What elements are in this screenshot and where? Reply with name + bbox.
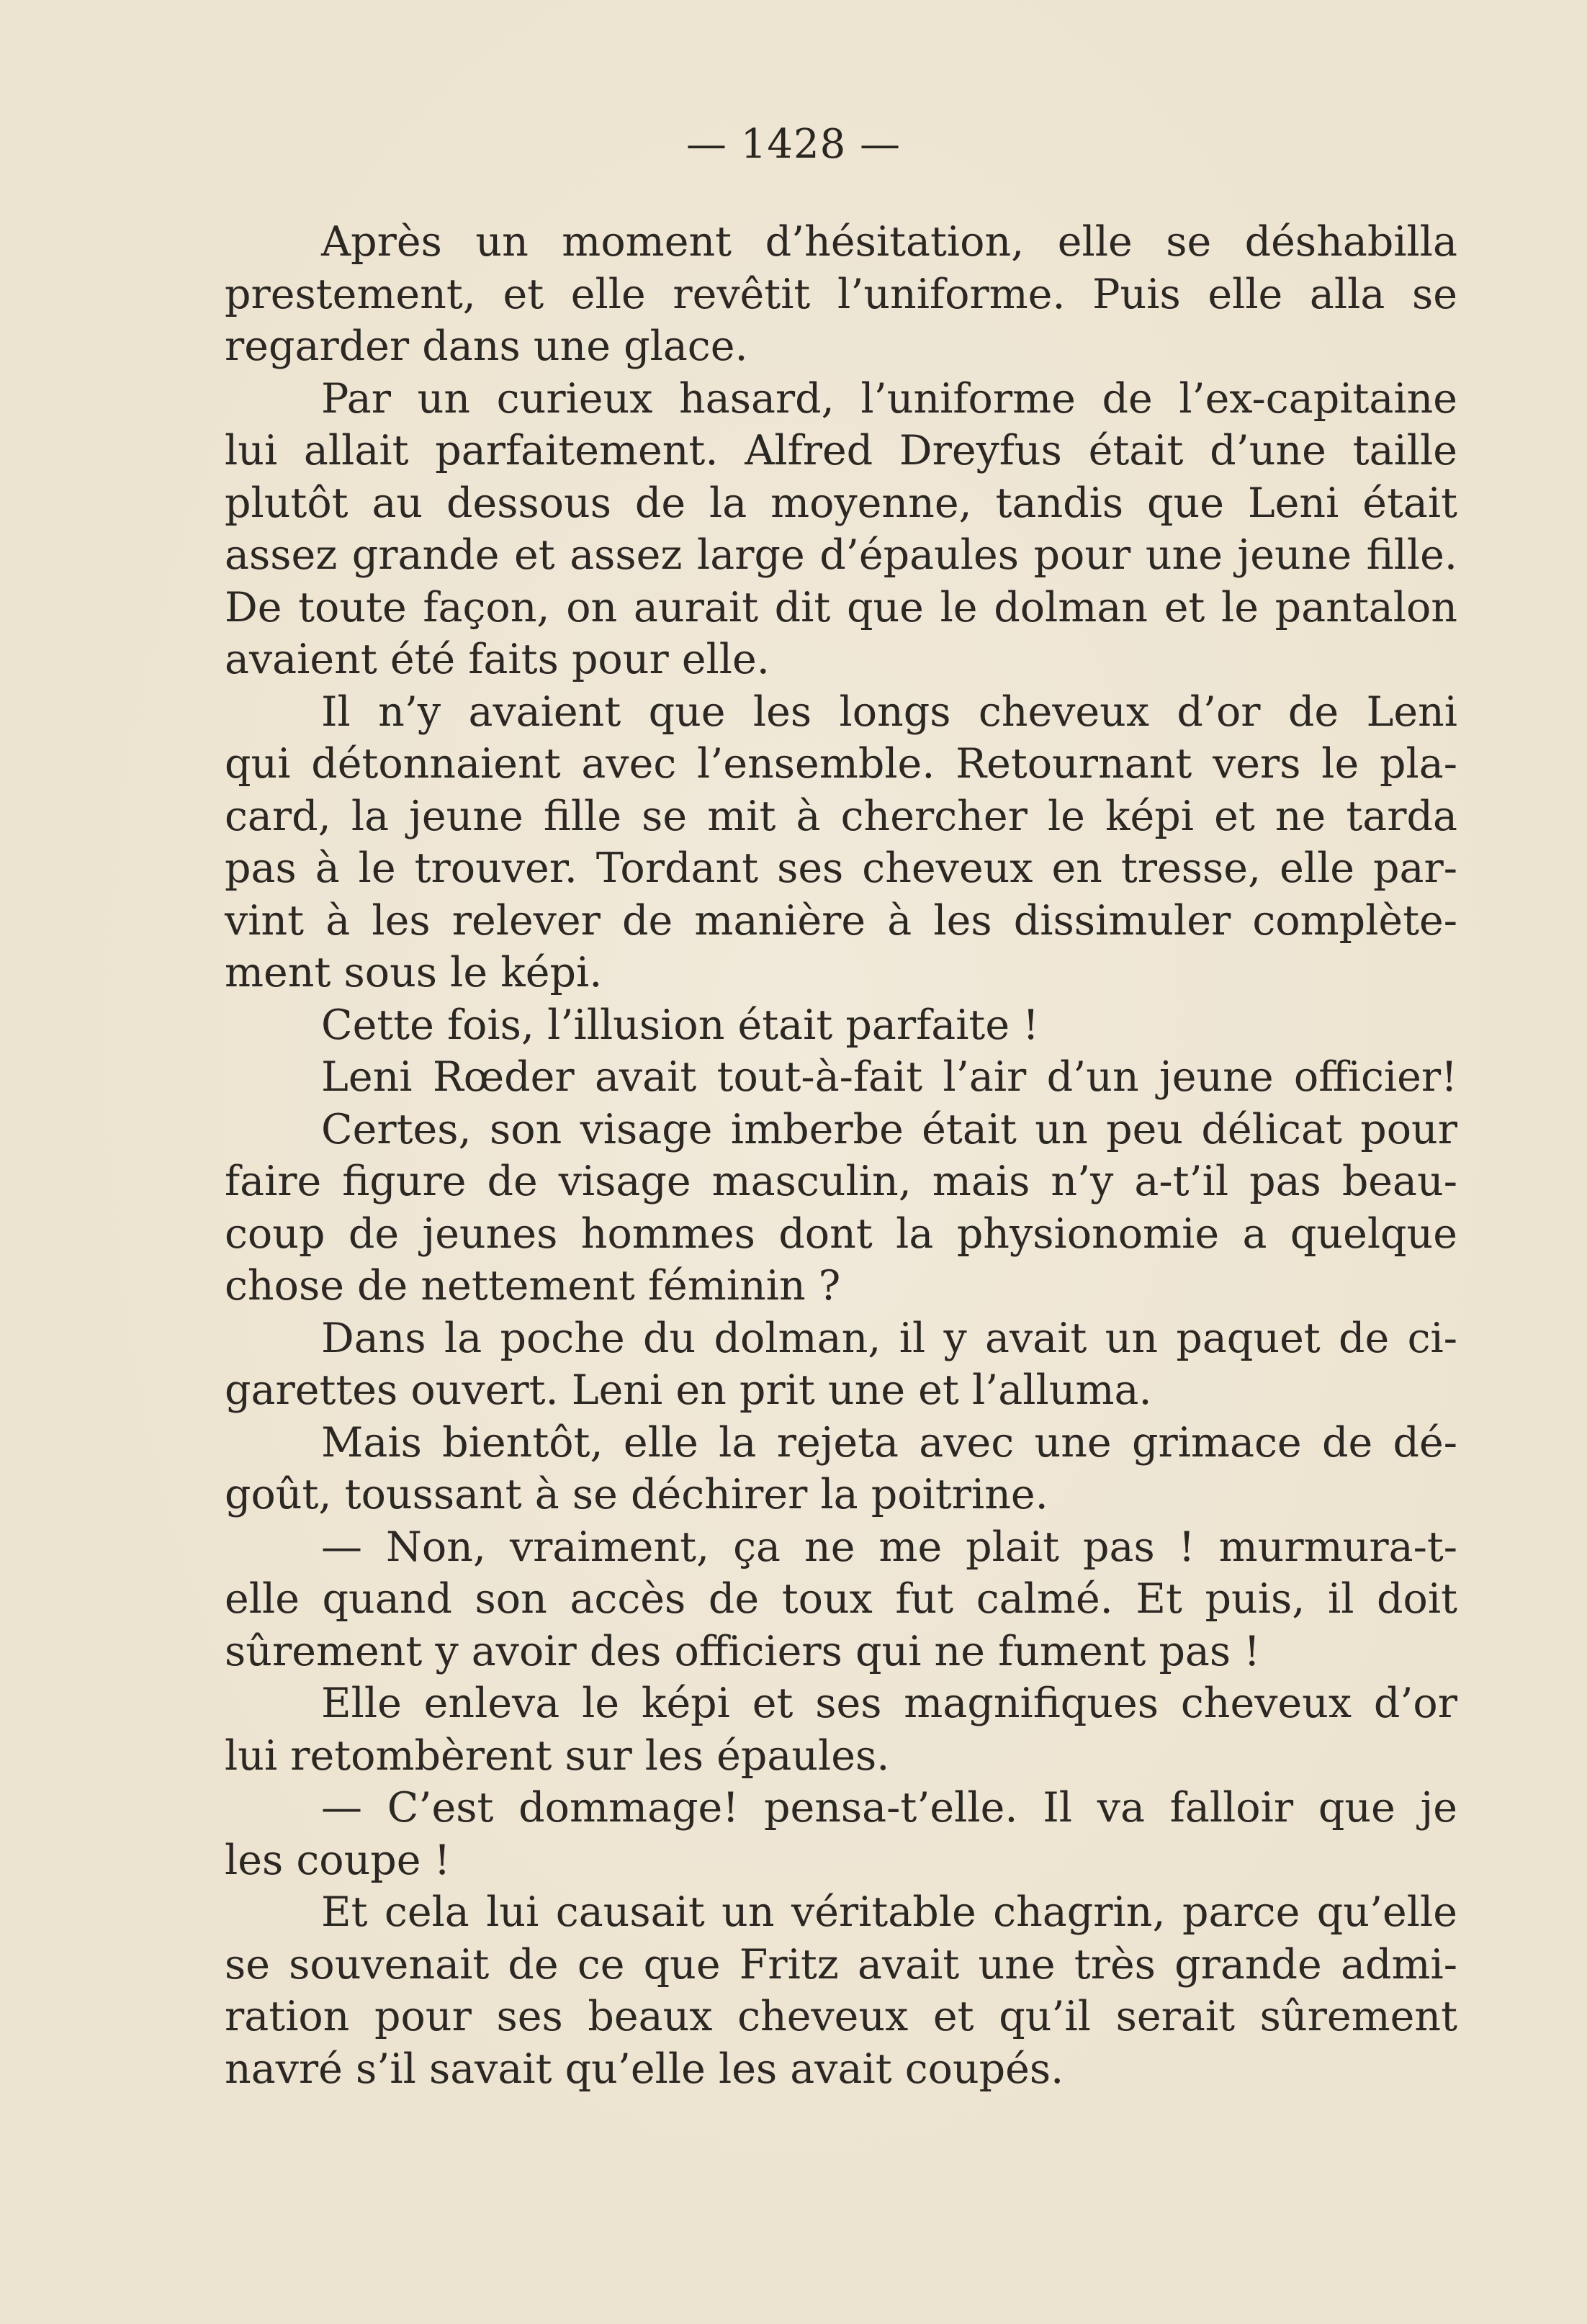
text-line: Elle enleva le képi et ses magnifiques cheveux d’or xyxy=(321,1680,1457,1727)
paragraph xyxy=(225,1886,1457,2095)
text-line: coup de jeunes hommes dont la physionomie a quelque xyxy=(225,1210,1457,1258)
text-line: Par un curieux hasard, l’uniforme de l’ex-capitaine xyxy=(321,374,1457,423)
text-line: ration pour ses beaux cheveux et qu’il serait sûrement xyxy=(225,1993,1457,2040)
page-number: — 1428 — xyxy=(685,121,902,168)
text-line: Il n’y avaient que les longs cheveux d’or de Leni xyxy=(321,688,1457,736)
paragraph xyxy=(225,1312,1457,1417)
paragraph xyxy=(225,1521,1457,1678)
paragraph xyxy=(225,999,1457,1052)
text-line: De toute façon, on aurait dit que le dolman et le pantalon xyxy=(225,583,1457,631)
paragraph xyxy=(225,686,1457,999)
text-line: goût, toussant à se déchirer la poitrine. xyxy=(225,1471,1048,1518)
text-line: lui retombèrent sur les épaules. xyxy=(225,1731,890,1780)
paragraph xyxy=(225,1782,1457,1886)
text-line: Mais bientôt, elle la rejeta avec une grimace de dé- xyxy=(321,1418,1457,1467)
body-text xyxy=(225,216,1457,2095)
text-line: garettes ouvert. Leni en prit une et l’alluma. xyxy=(225,1366,1152,1414)
text-line: Après un moment d’hésitation, elle se déshabilla xyxy=(321,218,1457,266)
paragraph xyxy=(225,1104,1457,1312)
text-line: card, la jeune fille se mit à chercher le képi et ne tarda xyxy=(225,792,1457,840)
text-line: vint à les relever de manière à les dissimuler complète- xyxy=(225,896,1457,945)
text-line: prestement, et elle revêtit l’uniforme. Puis elle alla se xyxy=(225,270,1457,318)
paragraph xyxy=(225,373,1457,686)
text-line: qui détonnaient avec l’ensemble. Retournant vers le pla- xyxy=(225,740,1457,788)
paragraph xyxy=(225,1417,1457,1521)
text-line: regarder dans une glace. xyxy=(225,323,748,370)
text-line: navré s’il savait qu’elle les avait coupés. xyxy=(225,2045,1064,2093)
text-line: Leni Rœder avait tout-à-fait l’air d’un jeune officier! xyxy=(321,1053,1457,1101)
text-line: Et cela lui causait un véritable chagrin, parce qu’elle xyxy=(321,1888,1457,1936)
text-line: — C’est dommage! pensa-t’elle. Il va falloir que je xyxy=(321,1784,1457,1832)
text-line: les coupe ! xyxy=(225,1836,451,1884)
text-line: Certes, son visage imberbe était un peu délicat pour xyxy=(321,1105,1457,1153)
paragraph xyxy=(225,1051,1457,1104)
text-line: — Non, vraiment, ça ne me plait pas ! murmura-t- xyxy=(321,1523,1457,1571)
text-line: sûrement y avoir des officiers qui ne fument pas ! xyxy=(225,1627,1261,1675)
text-line: elle quand son accès de toux fut calmé. Et puis, il doit xyxy=(225,1575,1457,1623)
text-line: lui allait parfaitement. Alfred Dreyfus était d’une taille xyxy=(225,427,1457,474)
text-line: plutôt au dessous de la moyenne, tandis que Leni était xyxy=(225,479,1457,527)
paragraph xyxy=(225,1677,1457,1782)
text-line: se souvenait de ce que Fritz avait une très grande admi- xyxy=(225,1940,1457,1989)
text-line: Cette fois, l’illusion était parfaite ! xyxy=(321,1001,1040,1049)
text-line: chose de nettement féminin ? xyxy=(225,1262,841,1310)
text-line: Dans la poche du dolman, il y avait un paquet de ci- xyxy=(321,1314,1457,1362)
paragraph xyxy=(225,216,1457,373)
text-line: avaient été faits pour elle. xyxy=(225,636,770,683)
text-line: pas à le trouver. Tordant ses cheveux en tresse, elle par- xyxy=(225,845,1457,892)
text-line: ment sous le képi. xyxy=(225,949,603,996)
text-line: assez grande et assez large d’épaules pour une jeune fille. xyxy=(225,531,1457,579)
text-line: faire figure de visage masculin, mais n’y a-t’il pas beau- xyxy=(225,1158,1457,1205)
